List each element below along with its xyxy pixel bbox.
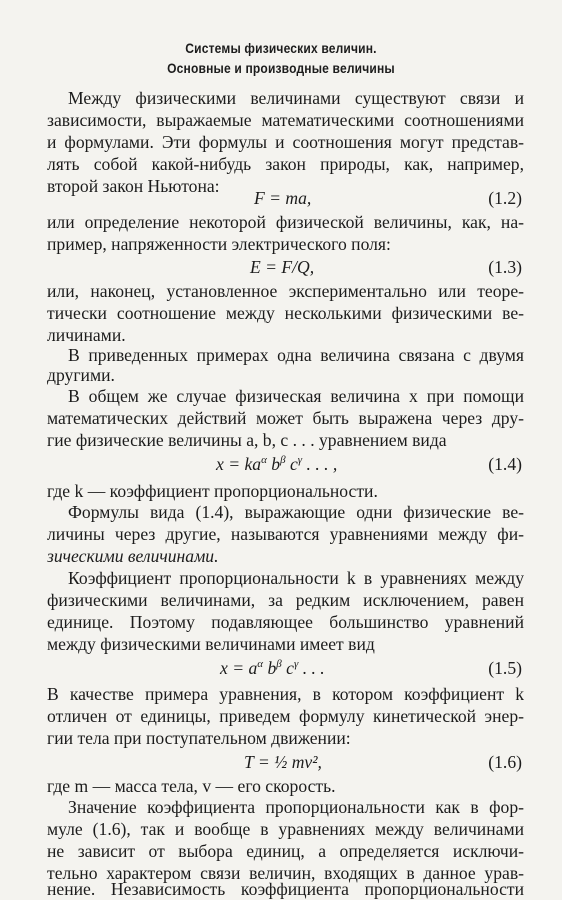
formula-1-5: $x = a^\alpha$ $b^\beta$ $c^\gamma$ . . . bbox=[220, 658, 325, 678]
text-line: и формулами. Эти формулы и соотношения могут представ- bbox=[47, 132, 524, 152]
text-line: зависимости, выражаемые математическими соотношениями bbox=[47, 110, 524, 130]
text-line: где k — коэффициент пропорциональности. bbox=[47, 481, 378, 501]
equation-number: (1.2) bbox=[488, 188, 522, 208]
text-line: зическими величинами. bbox=[47, 546, 219, 566]
text-line: физическими величинами, за редким исключением, равен bbox=[47, 590, 524, 610]
text-line: В общем же случае физическая величина x при помощи bbox=[68, 386, 524, 406]
text-line: Формулы вида (1.4), выражающие одни физические ве- bbox=[68, 502, 524, 522]
formula-1-6: T = ½ mv², bbox=[244, 752, 322, 772]
equation-number: (1.5) bbox=[488, 658, 522, 678]
text-line: Коэффициент пропорциональности k в уравнениях между bbox=[68, 568, 524, 588]
text-line: единице. Поэтому подавляющее большинство уравнений bbox=[47, 612, 524, 632]
formula-1-4: $x = ka^\alpha$ $b^\beta$ $c^\gamma$ . . . , bbox=[216, 454, 338, 474]
text-line: гии тела при поступательном движении: bbox=[47, 728, 351, 748]
text-line: Между физическими величинами существуют связи и bbox=[68, 88, 524, 108]
text-line: Значение коэффициента пропорциональности как в фор- bbox=[68, 797, 524, 817]
text-line: личинами. bbox=[47, 325, 126, 345]
text-line: где m — масса тела, v — его скорость. bbox=[47, 776, 336, 796]
text-line: лять собой какой-нибудь закон природы, как, например, bbox=[47, 154, 524, 174]
text-line: нение. Независимость коэффициента пропорциональности bbox=[47, 879, 524, 899]
text-line: или определение некоторой физической величины, как, на- bbox=[47, 212, 524, 232]
text-line: другими. bbox=[47, 365, 115, 385]
text-line: личины через другие, называются уравнениями между фи- bbox=[47, 524, 524, 544]
text-line: гие физические величины a, b, c . . . уравнением вида bbox=[47, 430, 447, 450]
formula-1-2: F = ma, bbox=[254, 188, 312, 208]
text-line: или, наконец, установленное экспериментально или теоре- bbox=[47, 281, 524, 301]
text-line: математических действий может быть выражена через дру- bbox=[47, 408, 524, 428]
text-line: отличен от единицы, приведем формулу кинетической энер- bbox=[47, 706, 524, 726]
text-line: муле (1.6), так и вообще в уравнениях между величинами bbox=[47, 819, 524, 839]
text-line: В приведенных примерах одна величина связана с двумя bbox=[68, 345, 524, 365]
section-heading-line-2: Основные и производные величины bbox=[167, 60, 395, 76]
equation-number: (1.4) bbox=[488, 454, 522, 474]
text-line: не зависит от выбора единиц, а определяется исключи- bbox=[47, 841, 524, 861]
text-line: тельно характером связи величин, входящих в данное урав- bbox=[47, 863, 524, 883]
text-line: между физическими величинами имеет вид bbox=[47, 634, 375, 654]
text-line: пример, напряженности электрического поля: bbox=[47, 234, 391, 254]
equation-number: (1.6) bbox=[488, 752, 522, 772]
text-line: тически соотношение между несколькими физическими ве- bbox=[47, 303, 524, 323]
formula-1-3: E = F/Q, bbox=[250, 257, 315, 277]
text-line: В качестве примера уравнения, в котором коэффициент k bbox=[47, 684, 524, 704]
section-heading-line-1: Системы физических величин. bbox=[185, 40, 377, 56]
equation-number: (1.3) bbox=[488, 257, 522, 277]
text-line: второй закон Ньютона: bbox=[47, 176, 220, 196]
